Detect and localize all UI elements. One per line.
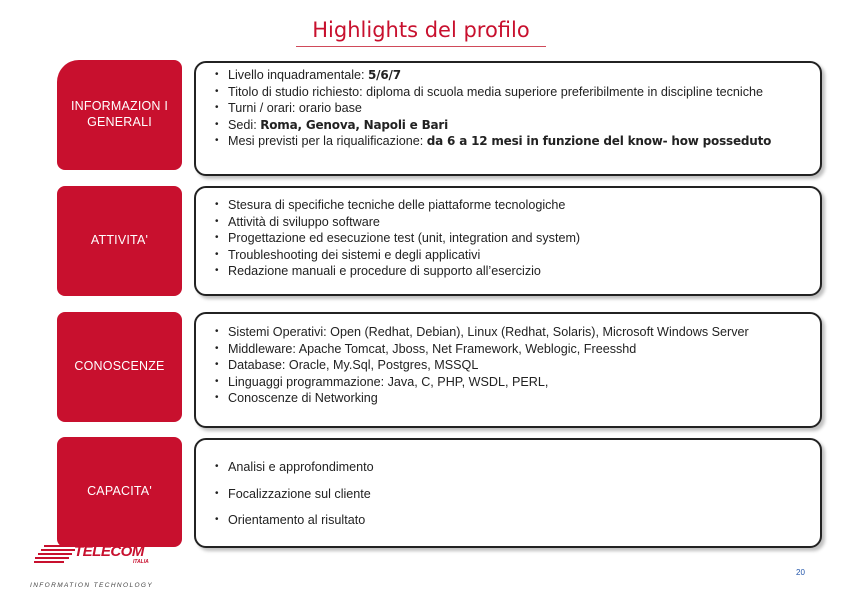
list-item: • Analisi e approfondimento (210, 459, 806, 476)
section-label-text: CAPACITA' (87, 484, 152, 499)
section-label-text: INFORMAZION I GENERALI (70, 99, 169, 129)
page-number: 20 (796, 568, 805, 577)
list-item: • Database: Oracle, My.Sql, Postgres, MSSQL (210, 357, 806, 374)
list-item: • Conoscenze di Networking (210, 390, 806, 407)
list-item: • Middleware: Apache Tomcat, Jboss, Net Framework, Weblogic, Freesshd (210, 341, 806, 358)
list-item: • Titolo di studio richiesto: diploma di scuola media superiore preferibilmente in discipline tecniche (210, 84, 806, 101)
telecom-italia-logo (30, 543, 154, 593)
section-label-informazioni-generali (57, 60, 182, 170)
list-item: • Sistemi Operativi: Open (Redhat, Debian), Linux (Redhat, Solaris), Microsoft Windows Server (210, 324, 806, 341)
list-item: • Redazione manuali e procedure di supporto all’esercizio (210, 263, 806, 280)
list-item: • Stesura di specifiche tecniche delle piattaforme tecnologiche (210, 197, 806, 214)
list-item: • Attività di sviluppo software (210, 214, 806, 231)
list-item: • Focalizzazione sul cliente (210, 486, 806, 503)
section-content-attivita (194, 186, 822, 296)
section-label-attivita (57, 186, 182, 296)
list-item: • Mesi previsti per la riqualificazione: da 6 a 12 mesi in funzione del know- how posseduto (210, 133, 806, 150)
section-label-conoscenze (57, 312, 182, 422)
list-item: • Linguaggi programmazione: Java, C, PHP, WSDL, PERL, (210, 374, 806, 391)
logo-tagline: INFORMATION TECHNOLOGY (30, 582, 154, 589)
list-item: • Turni / orari: orario base (210, 100, 806, 117)
list-item: • Livello inquadramentale: 5/6/7 (210, 67, 806, 84)
section-label-capacita (57, 437, 182, 547)
section-content-informazioni-generali (194, 61, 822, 176)
section-content-conoscenze (194, 312, 822, 428)
section-label-text: ATTIVITA' (90, 233, 149, 248)
list-item: • Orientamento al risultato (210, 512, 806, 529)
list-item: • Progettazione ed esecuzione test (unit, integration and system) (210, 230, 806, 247)
title-underline (296, 46, 546, 47)
section-content-capacita (194, 438, 822, 548)
list-item: • Sedi: Roma, Genova, Napoli e Bari (210, 117, 806, 134)
logo-subtitle: ITALIA (133, 559, 149, 565)
section-label-text: CONOSCENZE (74, 359, 165, 374)
page-title: Highlights del profilo (312, 18, 530, 42)
logo-wordmark: TELECOM (74, 543, 144, 560)
list-item: • Troubleshooting dei sistemi e degli applicativi (210, 247, 806, 264)
